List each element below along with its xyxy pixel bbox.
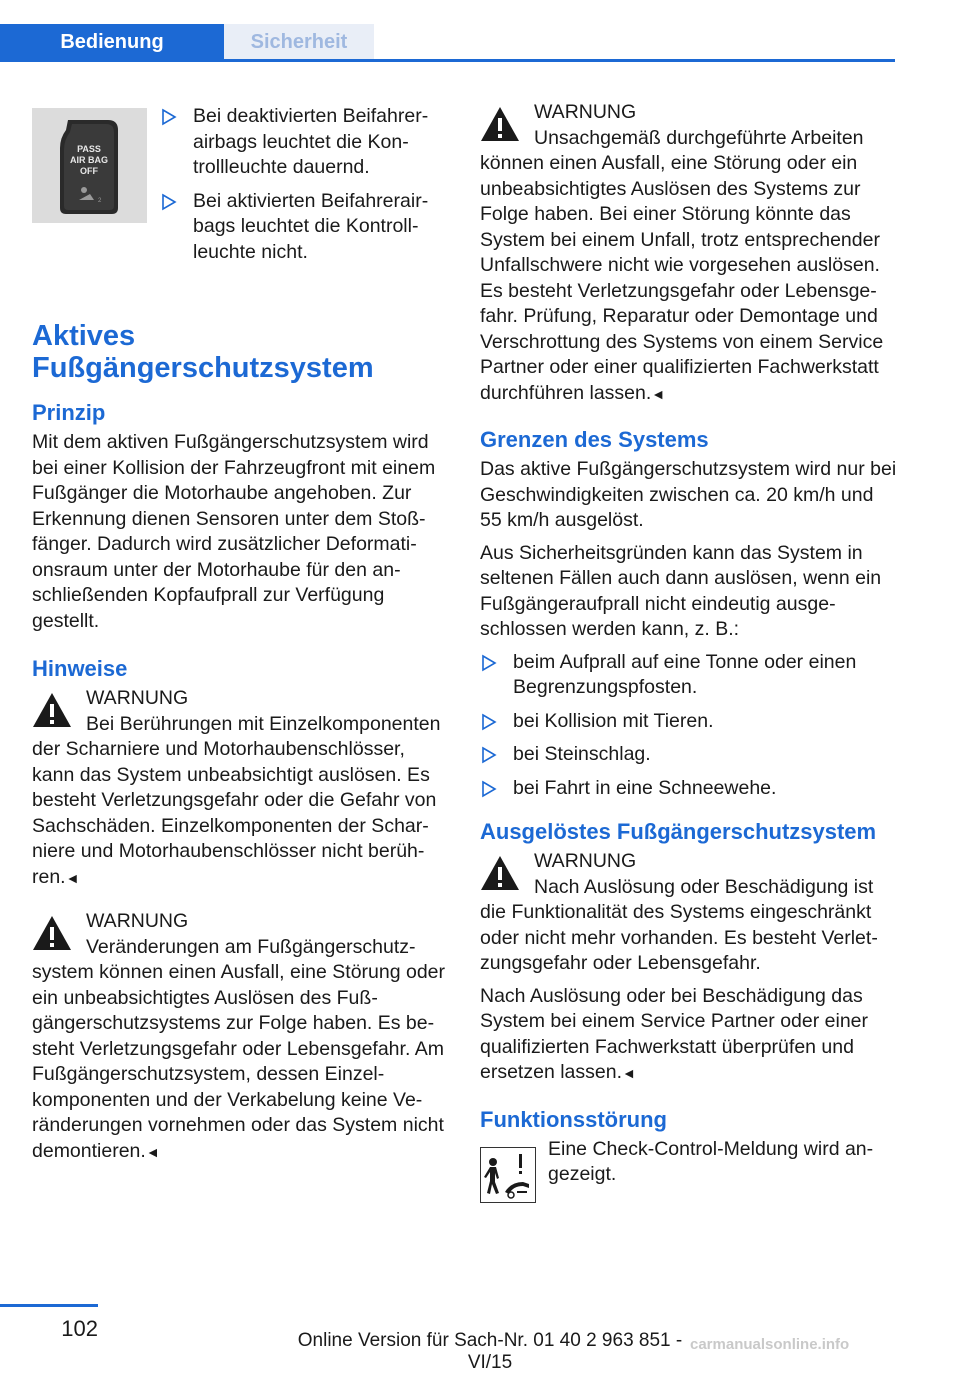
warning-block bbox=[480, 100, 898, 407]
warning-block bbox=[480, 849, 898, 977]
watermark: carmanualsonline.info bbox=[690, 1336, 850, 1353]
warning-block bbox=[32, 686, 450, 891]
end-mark: ◄ bbox=[145, 1143, 160, 1160]
funktion-text: Eine Check-Control-Meldung wird angezeigt. bbox=[548, 1137, 874, 1185]
svg-text:2: 2 bbox=[98, 198, 102, 204]
triangle-bullet-icon bbox=[482, 747, 496, 763]
grenzen-heading: Grenzen des Systems bbox=[480, 427, 709, 452]
funktion-heading: Funktionsstörung bbox=[480, 1106, 667, 1132]
ausgeloest-heading: Ausgelöstes Fußgängerschutzsystem bbox=[480, 819, 877, 844]
airbag-indicator-block bbox=[32, 100, 450, 280]
end-mark: ◄ bbox=[65, 869, 80, 886]
grenzen-text-2: Aus Sicherheitsgründen kann das System in seltenen Fällen auch dann auslösen, wenn ein Fußgängeraufprall nicht eindeutig ausgeschlossen werden kann, z. B.: bbox=[480, 541, 882, 640]
list-item bbox=[160, 189, 450, 266]
warning-label: WARNUNG bbox=[534, 101, 637, 123]
funktion-block bbox=[480, 1137, 898, 1207]
warning-text: Nach Auslösung oder Beschädigung ist die Funktionalität des Systems eingeschränkt oder nicht mehr vorhanden. Es besteht Verletzungsgefahr oder Lebensgefahr. bbox=[480, 875, 878, 974]
list-item bbox=[160, 104, 450, 181]
list-item-text: bei Fahrt in eine Schneewehe. bbox=[513, 776, 777, 799]
airbag-bullet-list bbox=[160, 104, 450, 273]
warning-triangle-icon bbox=[32, 692, 72, 728]
grenzen-bullet-list bbox=[480, 650, 898, 802]
list-item-text: Bei deaktivierten Beifahrerairbags leuchtet die Kontrollleuchte dauernd. bbox=[193, 105, 429, 178]
prinzip-text: Mit dem aktiven Fußgängerschutzsystem wird bei einer Kollision der Fahrzeugfront mit einem Fußgänger die Motorhaube angehoben. Zur Erkennung dienen Sensoren unter dem Stoßfänger. Dadurch wird zusätzlicher Deformationsraum unter der Motorhaube für den anschließenden Kopfaufprall zur Verfügung gestellt. bbox=[32, 431, 436, 632]
warning-label: WARNUNG bbox=[86, 910, 189, 932]
pedestrian-protection-icon bbox=[480, 1147, 536, 1203]
svg-text:PASS: PASS bbox=[77, 144, 101, 154]
svg-text:OFF: OFF bbox=[80, 166, 98, 176]
warning-text: Unsachgemäß durchgeführte Arbeiten können einen Ausfall, eine Störung oder ein unbeabsichtigtes Auslösen des Systems zur Folge haben. Bei einer Störung könnte das System bei einem Unfall, trotz entsprechender Unfallschwere nicht wie vorgesehen auslösen. Es besteht Verletzungsgefahr oder Lebensgefahr. Prüfung, Reparatur oder Demontage und Verschrottung des Systems von einem Service Partner oder einer qualifizierten Fachwerkstatt durchführen lassen. bbox=[480, 126, 884, 404]
right-column bbox=[480, 100, 898, 1207]
list-item-text: beim Aufprall auf eine Tonne oder einen Begrenzungspfosten. bbox=[513, 650, 857, 698]
warning-triangle-icon bbox=[32, 915, 72, 951]
triangle-bullet-icon bbox=[482, 714, 496, 730]
triangle-bullet-icon bbox=[162, 109, 176, 125]
grenzen-text-1: Das aktive Fußgängerschutzsystem wird nur bei Geschwindigkeiten zwischen ca. 20 km/h und 55 km/h ausgelöst. bbox=[480, 458, 897, 531]
triangle-bullet-icon bbox=[482, 655, 496, 671]
section-title: Aktives Fußgängerschutzsystem bbox=[32, 320, 374, 384]
footer-rule bbox=[0, 1304, 98, 1307]
warning-label: WARNUNG bbox=[86, 687, 189, 709]
airbag-lamp-icon bbox=[32, 108, 147, 223]
passenger-airbag-off-image bbox=[32, 108, 147, 223]
svg-text:AIR BAG: AIR BAG bbox=[70, 155, 108, 165]
list-item bbox=[480, 776, 898, 802]
warning-text: Bei Berührungen mit Einzelkomponenten der Scharniere und Motorhaubenschlösser, kann das System unbeabsichtigt auslösen. Es besteht Verletzungsgefahr oder die Gefahr von Sachschäden. Einzelkomponenten der Scharniere und Motorhaubenschlösser nicht berühren. bbox=[32, 712, 441, 888]
left-column bbox=[32, 100, 450, 1172]
warning-triangle-icon bbox=[480, 106, 520, 142]
list-item bbox=[480, 709, 898, 735]
list-item bbox=[480, 742, 898, 768]
end-mark: ◄ bbox=[622, 1065, 636, 1081]
list-item-text: Bei aktivierten Beifahrerairbags leuchtet die Kontrollleuchte nicht. bbox=[193, 189, 429, 263]
header-tabbar bbox=[0, 24, 895, 62]
warning-triangle-icon bbox=[480, 855, 520, 891]
hinweise-heading: Hinweise bbox=[32, 656, 128, 681]
list-item-text: bei Kollision mit Tieren. bbox=[513, 709, 714, 732]
tab-bedienung[interactable]: Bedienung bbox=[0, 24, 224, 59]
triangle-bullet-icon bbox=[482, 781, 496, 797]
list-item-text: bei Steinschlag. bbox=[513, 743, 651, 765]
warning-block bbox=[32, 909, 450, 1165]
page-number: 102 bbox=[61, 1316, 98, 1341]
tab-sicherheit[interactable]: Sicherheit bbox=[224, 24, 374, 59]
footer-online-version: Online Version für Sach-Nr. 01 40 2 963 851 - VI/15 bbox=[297, 1330, 683, 1373]
warning-text: Veränderungen am Fußgängerschutzsystem können einen Ausfall, eine Störung oder ein unbeabsichtigtes Auslösen des Fußgängerschutzsystems zur Folge haben. Es besteht Verletzungsgefahr oder Lebensgefahr. Am Fußgängerschutzsystem, dessen Einzelkomponenten und der Verkabelung keine Veränderungen vornehmen oder das System nicht demontieren. bbox=[32, 935, 446, 1162]
prinzip-heading: Prinzip bbox=[32, 400, 106, 425]
list-item bbox=[480, 650, 898, 701]
ausgeloest-text: Nach Auslösung oder bei Beschädigung das System bei einem Service Partner oder einer qualifizierten Fachwerkstatt überprüfen und ersetzen lassen. bbox=[480, 984, 869, 1083]
end-mark: ◄ bbox=[651, 385, 666, 402]
triangle-bullet-icon bbox=[162, 194, 176, 210]
warning-label: WARNUNG bbox=[534, 850, 637, 872]
